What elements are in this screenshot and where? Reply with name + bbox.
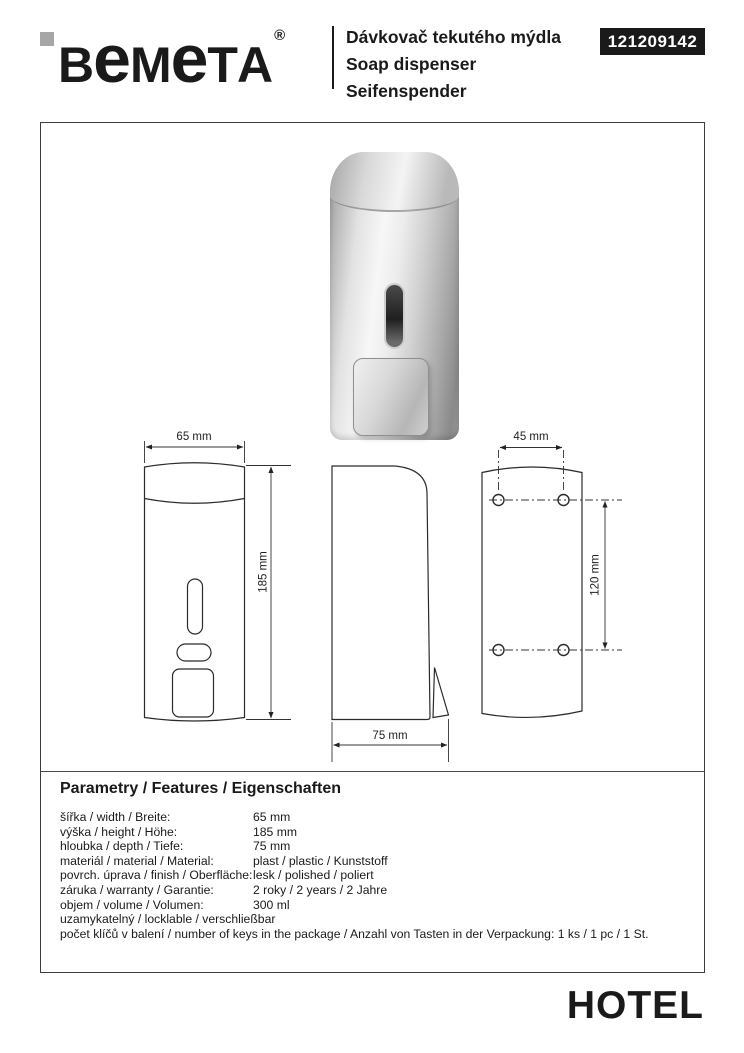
dim-label-depth: 75 mm xyxy=(372,730,408,742)
dispenser-level-window xyxy=(386,285,403,347)
back-view-dimensions xyxy=(489,448,622,651)
parameter-value: 65 mm xyxy=(253,810,291,824)
collection-label: HOTEL xyxy=(566,984,704,1027)
dim-label-height: 185 mm xyxy=(257,551,270,593)
logo-letter: e xyxy=(93,21,130,97)
product-title-cs: Dávkovač tekutého mýdla xyxy=(346,27,561,47)
parameter-label: šířka / width / Breite: xyxy=(60,810,171,824)
product-title-de: Seifenspender xyxy=(346,81,467,101)
parameter-label: objem / volume / Volumen: xyxy=(60,897,204,912)
product-code-badge: 121209142 xyxy=(600,28,705,55)
parameter-row xyxy=(60,839,690,854)
brand-logo-text xyxy=(58,20,272,98)
parameter-row xyxy=(60,868,690,883)
parameter-label: záruka / warranty / Garantie: xyxy=(60,882,214,897)
technical-drawings xyxy=(100,424,645,770)
front-view-drawing xyxy=(145,463,245,721)
parameter-row xyxy=(60,825,690,840)
parameters-heading: Parametry / Features / Eigenschaften xyxy=(60,780,341,797)
side-view-drawing xyxy=(332,466,449,720)
parameter-row xyxy=(60,854,690,869)
parameter-row xyxy=(60,898,690,913)
parameter-label: povrch. úprava / finish / Oberfläche: xyxy=(60,868,253,883)
parameter-label: materiál / material / Material: xyxy=(60,853,214,868)
parameter-label: uzamykatelný / locklable / verschließbar xyxy=(60,912,276,927)
parameter-value: 2 roky / 2 years / 2 Jahre xyxy=(253,882,388,897)
dim-label-width: 65 mm xyxy=(176,431,212,443)
logo-letter: A xyxy=(236,37,273,93)
logo-letter: M xyxy=(129,37,171,93)
product-title-en: Soap dispenser xyxy=(346,54,477,74)
product-titles xyxy=(346,24,561,105)
logo-letter: B xyxy=(58,37,94,93)
registered-trademark-icon: ® xyxy=(274,27,285,44)
header-divider xyxy=(332,26,334,89)
brand-logo xyxy=(40,20,284,98)
parameter-row xyxy=(60,883,690,898)
parameter-label: hloubka / depth / Tiefe: xyxy=(60,839,184,854)
logo-letter: T xyxy=(207,37,237,93)
parameter-value: 75 mm xyxy=(253,839,291,854)
parameters-table xyxy=(60,810,690,941)
dim-label-hole-spacing: 45 mm xyxy=(513,431,549,443)
parameter-value: plast / plastic / Kunststoff xyxy=(253,853,388,868)
parameter-value: lesk / polished / poliert xyxy=(253,868,374,883)
parameter-label: výška / height / Höhe: xyxy=(60,824,178,839)
parameter-value: 185 mm xyxy=(253,824,298,839)
parameter-row xyxy=(60,810,690,825)
section-divider xyxy=(41,771,704,772)
dim-label-hole-pitch: 120 mm xyxy=(589,554,602,596)
parameter-row xyxy=(60,927,690,942)
back-view-drawing xyxy=(482,467,582,717)
parameter-label: počet klíčů v balení / number of keys in the package / Anzahl von Tasten in der Verpackung: 1 ks / 1 pc / 1 St. xyxy=(60,926,649,941)
product-photo xyxy=(330,152,459,440)
logo-square-icon xyxy=(40,32,54,46)
logo-letter: e xyxy=(170,21,208,97)
dispenser-cap xyxy=(330,152,459,212)
parameter-row xyxy=(60,912,690,927)
parameter-value: 300 ml xyxy=(253,897,290,912)
